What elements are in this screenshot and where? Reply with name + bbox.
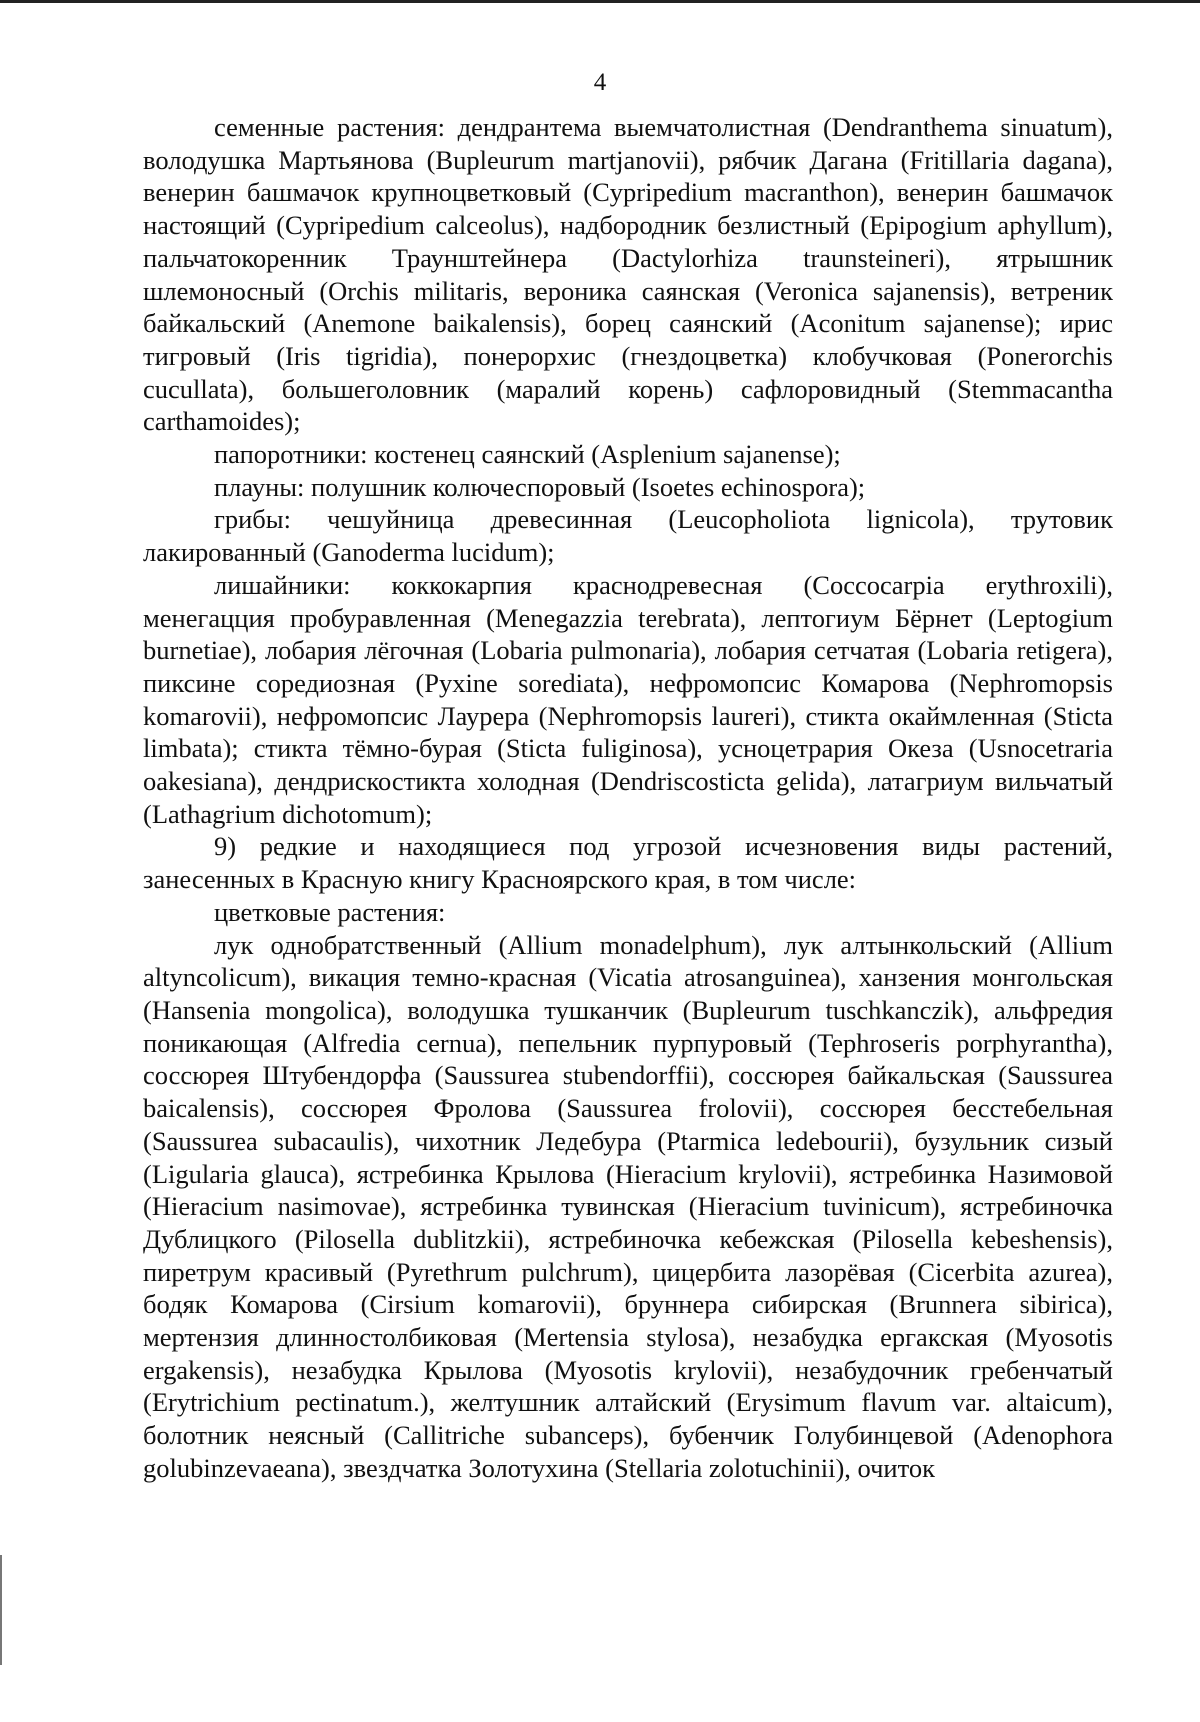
top-border-line xyxy=(0,0,1200,3)
paragraph-club-mosses: плауны: полушник колючеспоровый (Isoetes echinospora); xyxy=(214,471,866,502)
paragraph-seed-plants: семенные растения: дендрантема выемчатолистная (Dendranthema sinuatum), володушка Мартьянова (Bupleurum martjanovii), рябчик Дагана (Fritillaria dagana), венерин башмачок крупноцветковый (Cypripedium macranthon), венерин башмачок настоящий (Cypripedium calceolus), надбородник безлистный (Epipogium aphyllum), пальчатокоренник Траунштейнера (Dactylorhiza traunsteineri), ятрышник шлемоносный (Orchis militaris, вероника саянская (Veronica sajanensis), ветреник байкальский (Anemone baikalensis), борец саянский (Aconitum sajanense); ирис тигровый (Iris tigridia), понерорхис (гнездоцветка) клобучковая (Ponerorchis cucullata), большеголовник (маралий корень) сафлоровидный (Stemmacantha carthamoides); xyxy=(143,112,1113,437)
document-body xyxy=(143,111,1113,1485)
paragraph-item-9: 9) редкие и находящиеся под угрозой исчезновения виды растений, занесенных в Красную книгу Красноярского края, в том числе: xyxy=(143,831,1113,895)
paragraph-lichens: лишайники: коккокарпия краснодревесная (Coccocarpia erythroxili), менегацция пробуравленная (Menegazzia terebrata), лептогиум Бёрнет (Leptogium burnetiae), лобария лёгочная (Lobaria pulmonaria), лобария сетчатая (Lobaria retigera), пиксине соредиозная (Pyxine sorediata), нефромопсис Комарова (Nephromopsis komarovii), нефромопсис Лаурера (Nephromopsis laureri), стикта окаймленная (Sticta limbata); стикта тёмно-бурая (Sticta fuliginosa), усноцетрария Океза (Usnocetraria oakesiana), дендрискостикта холодная (Dendriscosticta gelida), латагриум вильчатый (Lathagrium dichotomum); xyxy=(143,569,1113,829)
page-number: 4 xyxy=(593,69,607,96)
paragraph-flowering-plants-heading: цветковые растения: xyxy=(214,896,446,927)
scan-edge-mark xyxy=(0,1555,2,1665)
paragraph-flowering-plants-list: лук однобратственный (Allium monadelphum), лук алтынкольский (Allium altyncolicum), викация темно-красная (Vicatia atrosanguinea), ханзения монгольская (Hansenia mongolica), володушка тушканчик (Bupleurum tuschkanczik), альфредия поникающая (Alfredia cernua), пепельник пурпуровый (Tephroseris porphyrantha), соссюрея Штубендорфа (Saussurea stubendorffii), соссюрея байкальская (Saussurea baicalensis), соссюрея Фролова (Saussurea frolovii), соссюрея бесстебельная (Saussurea subacaulis), чихотник Ледебура (Ptarmica ledebourii), бузульник сизый (Ligularia glauca), ястребинка Крылова (Hieracium krylovii), ястребинка Назимовой (Hieracium nasimovae), ястребинка тувинская (Hieracium tuvinicum), ястребиночка Дублицкого (Pilosella dublitzkii), ястребиночка кебежская (Pilosella kebeshensis), пиретрум красивый (Pyrethrum pulchrum), цицербита лазорёвая (Cicerbita azurea), бодяк Комарова (Cirsium komarovii), бруннера сибирская (Brunnera sibirica), мертензия длинностолбиковая (Mertensia stylosa), незабудка ергакская (Myosotis ergakensis), незабудка Крылова (Myosotis krylovii), незабудочник гребенчатый (Erytrichium pectinatum.), желтушник алтайский (Erysimum flavum var. altaicum), болотник неясный (Callitriche subanceps), бубенчик Голубинцевой (Adenophora golubinzevaeana), звездчатка Золотухина (Stellaria zolotuchinii), очиток xyxy=(143,929,1113,1483)
paragraph-ferns: папоротники: костенец саянский (Asplenium sajanense); xyxy=(214,439,841,470)
paragraph-fungi: грибы: чешуйница древесинная (Leucopholiota lignicola), трутовик лакированный (Ganoderma lucidum); xyxy=(143,504,1113,568)
